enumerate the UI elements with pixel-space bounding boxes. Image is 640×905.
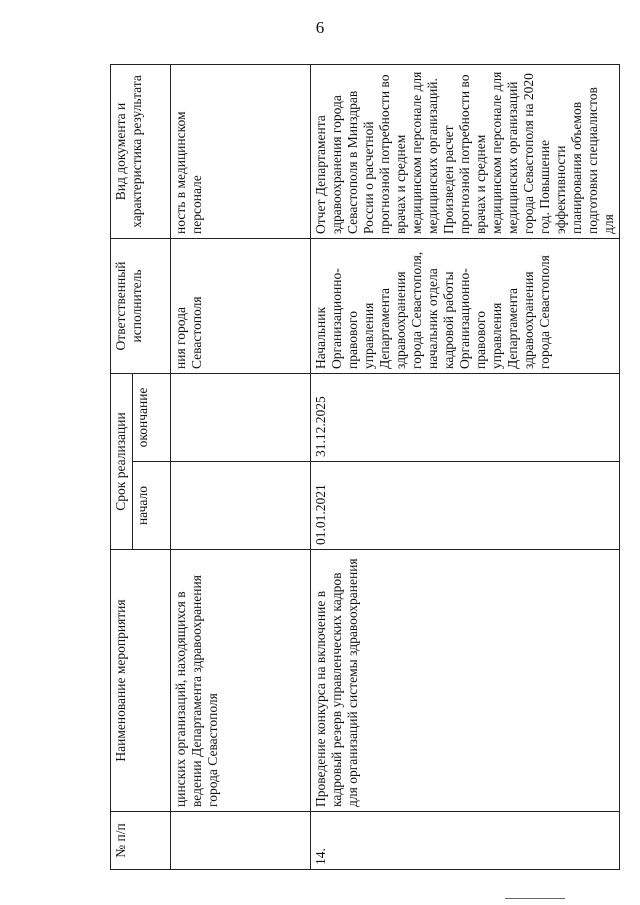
- table-row: [311, 64, 620, 869]
- row-responsible: Начальник Организационно-правового управления Департамента здравоохранения города Севастополя, начальник отдела кадровой работы Организационно-правового управления Департамента здравоохранения города Севастополя: [311, 238, 620, 373]
- header-responsible: Ответственный исполнитель: [111, 238, 171, 373]
- header-start: начало: [133, 462, 171, 550]
- bottom-scan-mark: [505, 898, 565, 899]
- row-name: Проведение конкурса на включение в кадровый резерв управленческих кадров для организаций системы здравоохранения: [311, 550, 620, 812]
- header-period: Срок реализации: [111, 373, 133, 549]
- row-end: [171, 373, 311, 461]
- row-start: [171, 462, 311, 550]
- row-result: Отчет Департамента здравоохранения города Севастополя в Минздрав России о расчетной прогнозной потребности во врачах и среднем медицинском персонале для медицинских организаций. Произведен расчет прогнозной потребности во врачах и среднем медицинском персонале для медицинских организаций города Севастополя на 2020 год. Повышение эффективности планирования объемов подготовки специалистов для: [311, 64, 620, 238]
- row-responsible: ния города Севастополя: [171, 238, 311, 373]
- row-num: [171, 812, 311, 870]
- header-num: № п/п: [111, 812, 171, 870]
- header-result: Вид документа и характеристика результата: [111, 64, 171, 238]
- row-name: цинских организаций, находящихся в ведении Департамента здравоохранения города Севастополя: [171, 550, 311, 812]
- row-result: ность в медицинском персонале: [171, 64, 311, 238]
- table-row: [171, 64, 311, 869]
- row-end: 31.12.2025: [311, 373, 620, 461]
- row-start: 01.01.2021: [311, 462, 620, 550]
- header-name: Наименование мероприятия: [111, 550, 171, 812]
- events-table: [110, 64, 620, 870]
- header-row: [111, 64, 133, 869]
- row-num: 14.: [311, 812, 620, 870]
- page-number: 6: [315, 18, 325, 37]
- header-end: окончание: [133, 373, 171, 461]
- rotated-table-wrapper: [110, 65, 616, 870]
